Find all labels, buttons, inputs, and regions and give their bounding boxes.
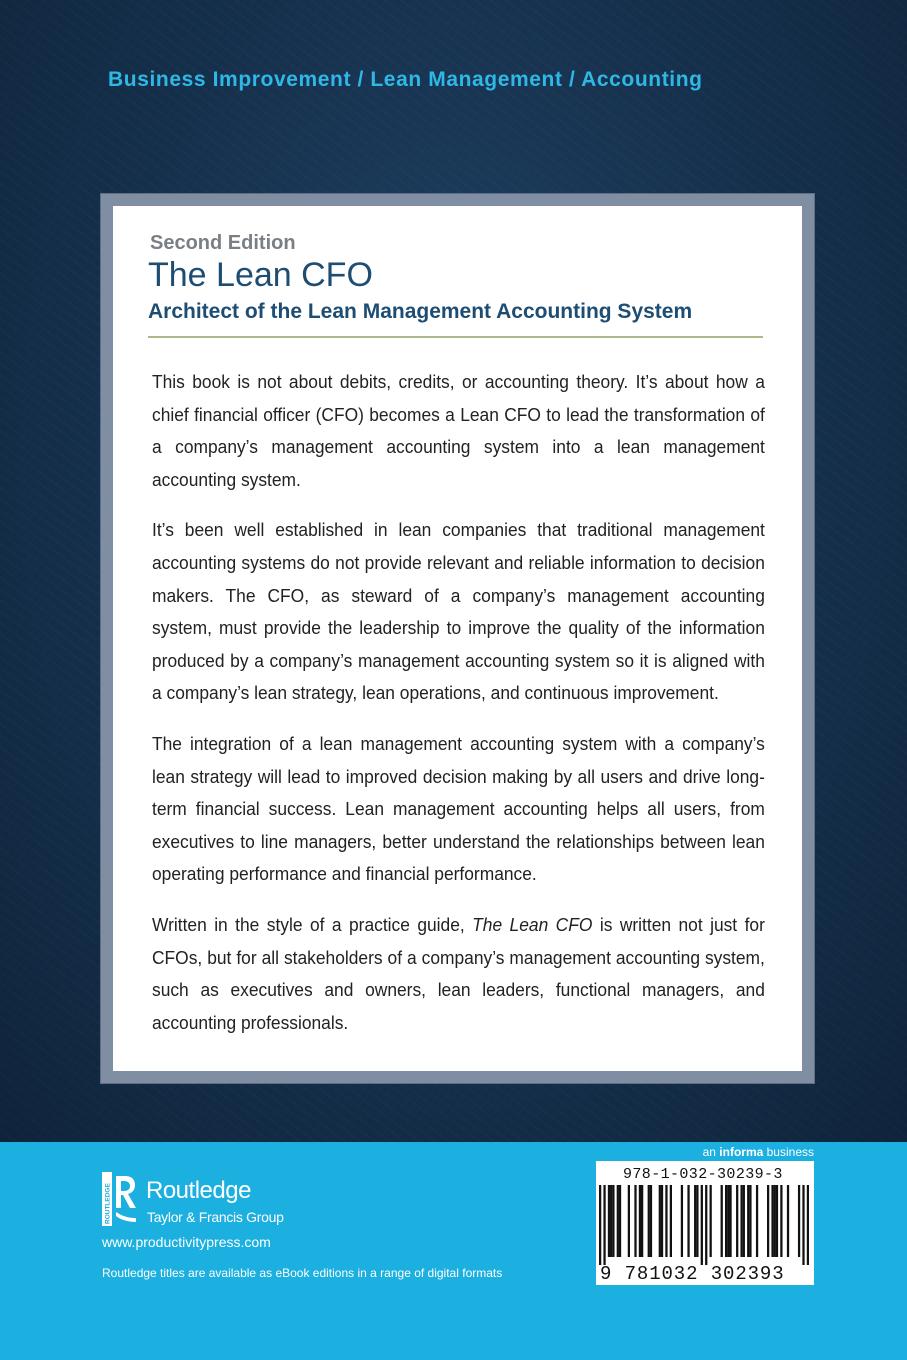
blurb-paragraph-4 [152,909,765,1039]
barcode-guard-bar [701,1185,703,1265]
blurb-paragraph-3: The integration of a lean management accounting system with a company’s lean strategy will lead to improved decision making by all users and drive long-term financial success. Lean management accounting helps all users, from executives to line managers, better understand the relationships between lean operating performance and financial performance. [152,732,765,885]
barcode-bar [634,1185,636,1257]
informa-tagline [703,1145,814,1159]
barcode-bar [661,1185,663,1257]
barcode-bar [771,1185,773,1257]
description-frame [100,193,815,1084]
isbn-barcode [596,1161,814,1285]
barcode-bar [687,1185,689,1257]
barcode-bar [798,1185,800,1257]
blurb-p4-after: is written not just for CFOs, but for all stakeholders of a company’s management accounting system, such as executives and owners, lean leaders, functional managers, and accounting professionals. [152,913,765,1033]
barcode-bar [659,1185,661,1257]
isbn-digits: 9 781032 302393 [600,1263,785,1285]
barcode-bar [747,1185,749,1257]
book-title: The Lean CFO [148,256,373,294]
barcode-bar [710,1185,712,1257]
barcode-bar [774,1185,776,1257]
barcode-guard-bar [599,1185,601,1265]
barcode-guard-bar [807,1185,809,1265]
barcode-bar [725,1185,727,1257]
barcode-bar [670,1185,672,1257]
barcode-bar [727,1185,729,1257]
book-subtitle: Architect of the Lean Management Accounting System [148,300,693,323]
barcode-bar [787,1185,789,1257]
blurb-paragraph-1: This book is not about debits, credits, or accounting theory. It’s about how a chief financial officer (CFO) becomes a Lean CFO to lead the transformation of a company’s management accounting system into a lean management accounting system. [152,371,765,490]
description-panel [113,206,802,1071]
barcode-guard-bar [705,1185,707,1265]
barcode-bar [617,1185,619,1257]
routledge-logo-vertical-text: ROUTLEDGE [104,1183,112,1224]
barcode-bar [641,1185,643,1257]
barcode-bar [650,1185,652,1257]
barcode-guard-bar [802,1185,804,1265]
barcode-bar [648,1185,650,1257]
barcode-bar [694,1185,696,1257]
blurb-paragraph-2: It’s been well established in lean companies that traditional management accounting systems do not provide relevant and reliable information to decision makers. The CFO, as steward of a company’s management accounting system, must provide the leadership to improve the quality of the information produced by a company’s management accounting system so it is aligned with a company’s lean strategy, lean operations, and continuous improvement. [152,519,765,704]
isbn-text: 978-1-032-30239-3 [623,1166,783,1183]
barcode-bars [599,1185,809,1265]
barcode-bar [619,1185,621,1257]
title-divider [148,336,763,338]
blurb-p4-title: The Lean CFO [472,913,593,935]
routledge-logo-icon [102,1172,136,1226]
barcode-bar [743,1185,745,1257]
publisher-group: Taylor & Francis Group [147,1209,284,1225]
publisher-name: Routledge [146,1177,251,1204]
barcode-bar [767,1185,769,1257]
barcode-bar [740,1185,742,1257]
ebook-note: Routledge titles are available as eBook editions in a range of digital formats [102,1266,503,1280]
barcode-bar [612,1185,614,1257]
edition-label: Second Edition [150,232,296,254]
barcode-bar [756,1185,758,1257]
informa-prefix: an [702,1145,720,1159]
barcode-bar [776,1185,778,1257]
barcode-bar [639,1185,641,1257]
blurb [152,366,765,1039]
barcode-guard-bar [603,1185,605,1265]
informa-suffix: business [763,1145,814,1159]
barcode-bar [681,1185,683,1257]
barcode-bar [696,1185,698,1257]
barcode-bar [721,1185,723,1257]
publisher-website: www.productivitypress.com [102,1234,271,1250]
barcode-bar [608,1185,610,1257]
barcode-bar [749,1185,751,1257]
barcode-bar [736,1185,738,1257]
informa-word: informa [719,1145,764,1159]
blurb-p4-before: Written in the style of a practice guide, [152,913,473,935]
barcode-bar [729,1185,731,1257]
barcode-bar [780,1185,782,1257]
barcode-bar [628,1185,630,1257]
barcode-bar [610,1185,612,1257]
barcode-bar [665,1185,667,1257]
category-line: Business Improvement / Lean Management / Accounting [108,68,703,91]
